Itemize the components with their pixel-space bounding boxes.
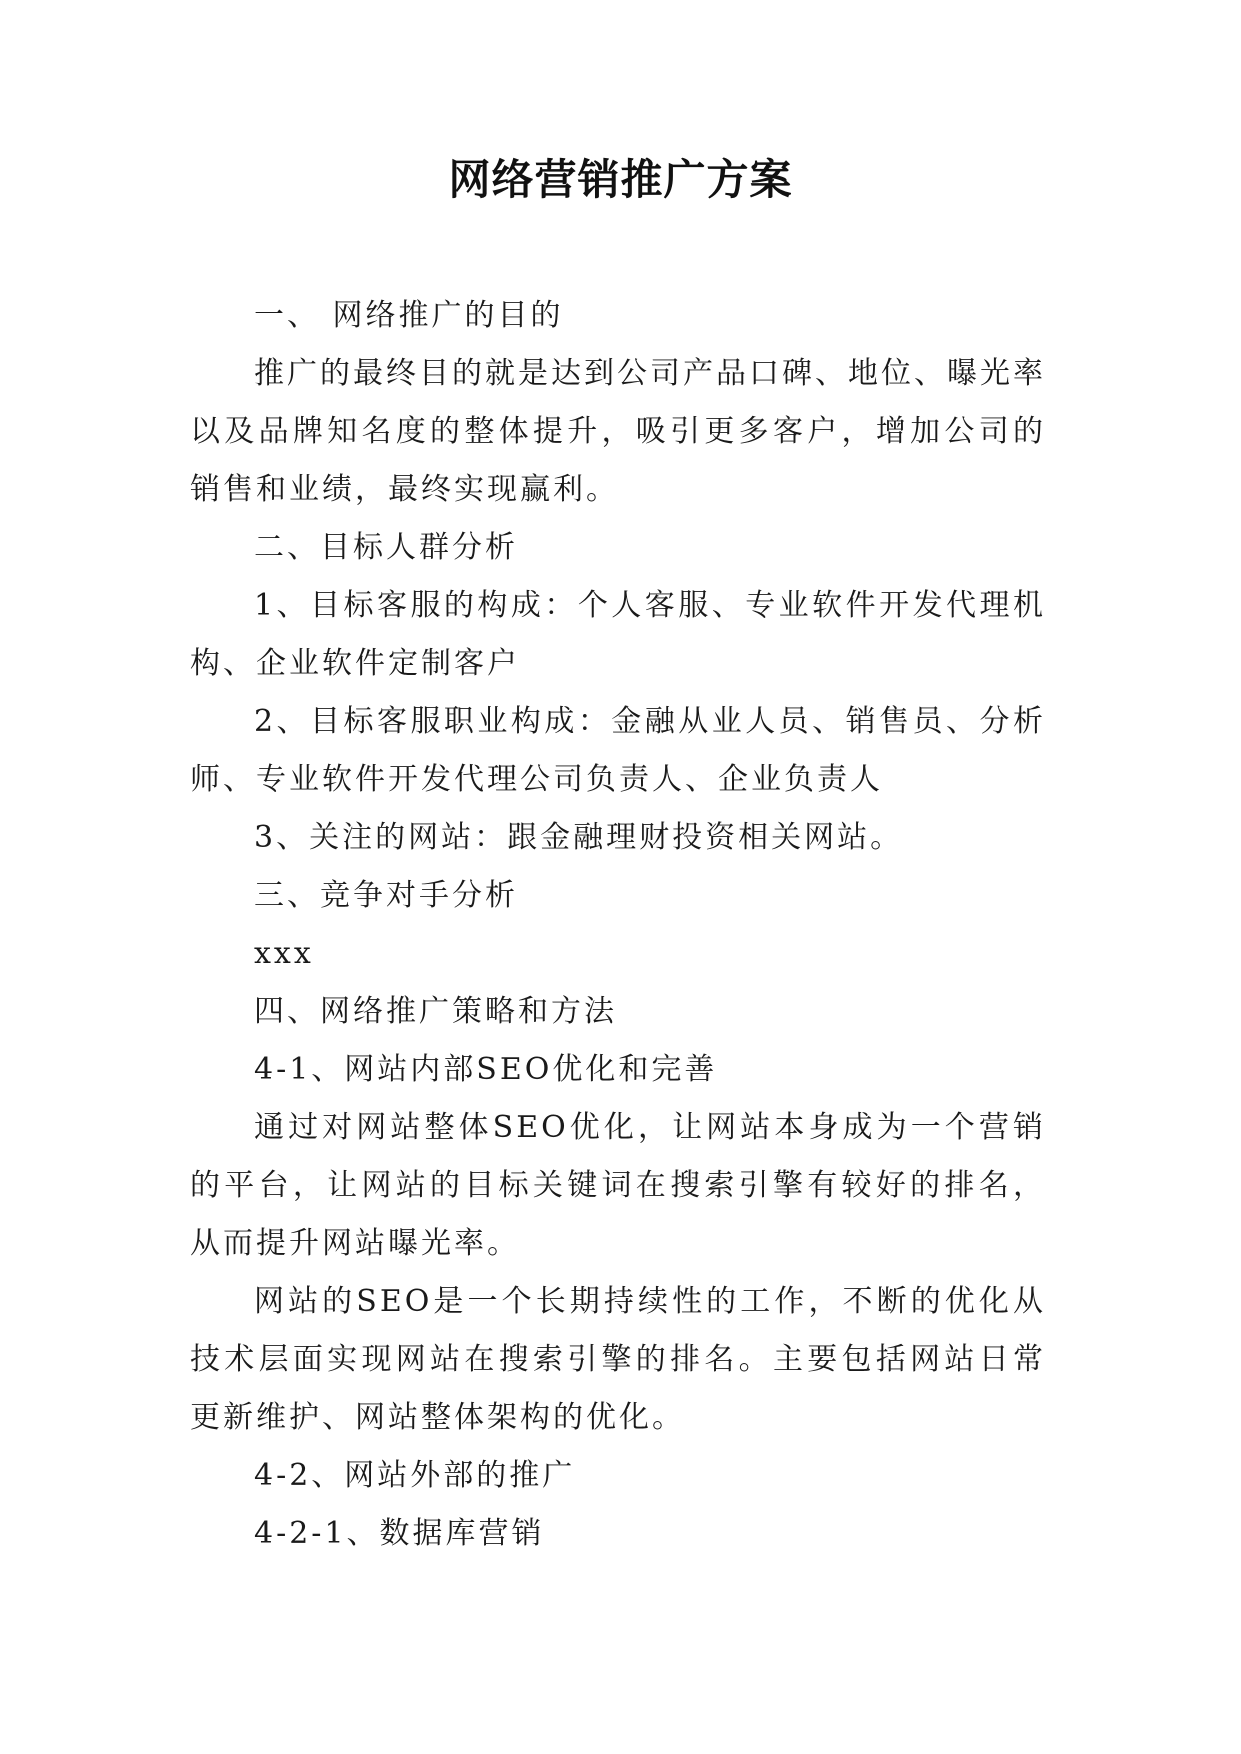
- document-body: [190, 287, 1046, 1563]
- list-item-audience-occupation: 2、目标客服职业构成：金融从业人员、销售员、分析师、专业软件开发代理公司负责人、企业负责人: [190, 704, 1046, 797]
- heading-purpose: 一、 网络推广的目的: [254, 298, 564, 333]
- paragraph-seo-overview: 通过对网站整体SEO优化，让网站本身成为一个营销的平台，让网站的目标关键词在搜索引擎有较好的排名，从而提升网站曝光率。: [190, 1110, 1046, 1261]
- paragraph-seo-ongoing: 网站的SEO是一个长期持续性的工作，不断的优化从技术层面实现网站在搜索引擎的排名。主要包括网站日常更新维护、网站整体架构的优化。: [190, 1284, 1046, 1435]
- paragraph-purpose: 推广的最终目的就是达到公司产品口碑、地位、曝光率以及品牌知名度的整体提升，吸引更多客户，增加公司的销售和业绩，最终实现赢利。: [190, 356, 1046, 507]
- subheading-external-promotion: 4-2、网站外部的推广: [254, 1458, 576, 1493]
- list-item-audience-websites: 3、关注的网站：跟金融理财投资相关网站。: [254, 820, 904, 855]
- heading-competitor-analysis: 三、竞争对手分析: [254, 878, 518, 913]
- list-item-audience-composition: 1、目标客服的构成：个人客服、专业软件开发代理机构、企业软件定制客户: [190, 588, 1046, 681]
- subheading-internal-seo: 4-1、网站内部SEO优化和完善: [254, 1052, 718, 1087]
- subheading-database-marketing: 4-2-1、数据库营销: [254, 1516, 545, 1551]
- document-title: 网络营销推广方案: [448, 155, 793, 204]
- paragraph-competitor-placeholder: xxx: [254, 936, 314, 971]
- heading-strategy: 四、网络推广策略和方法: [254, 994, 617, 1029]
- heading-target-audience: 二、目标人群分析: [254, 530, 518, 565]
